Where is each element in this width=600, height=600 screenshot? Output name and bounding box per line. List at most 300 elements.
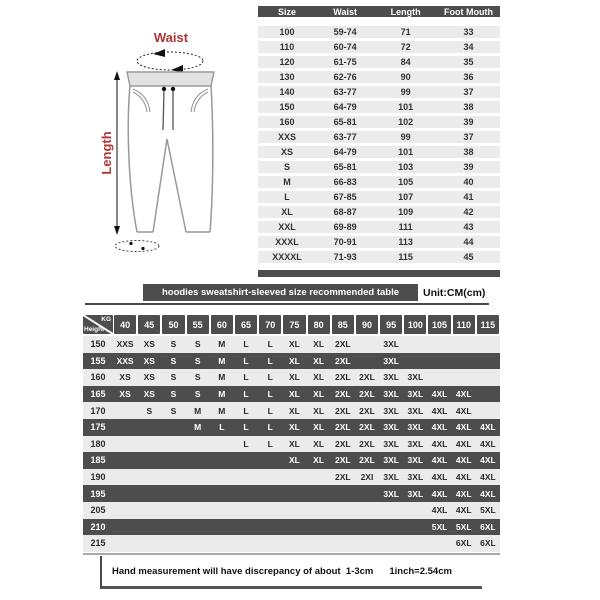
size-cell xyxy=(258,502,282,519)
size-cell: 2XL xyxy=(334,339,351,350)
table-cell: 107 xyxy=(398,192,414,202)
table-row xyxy=(258,26,500,38)
size-cell xyxy=(282,519,306,536)
table-row xyxy=(258,116,500,128)
size-cell xyxy=(355,336,379,353)
table-cell: XXXL xyxy=(275,237,299,247)
size-cell: 3XL xyxy=(383,455,399,466)
weight-header-cell: 110 xyxy=(453,315,475,334)
arrow-up-icon xyxy=(114,71,120,80)
size-cell: 3XL xyxy=(383,355,399,366)
size-cell xyxy=(113,436,137,453)
size-cell: XL xyxy=(288,372,300,383)
size-cell: 3XL xyxy=(383,488,399,499)
size-cell xyxy=(161,419,185,436)
height-cell: 160 xyxy=(90,372,106,383)
size-cell: 4XL xyxy=(431,405,448,416)
size-cell: 4XL xyxy=(455,472,472,483)
size-cell xyxy=(161,535,185,552)
size-cell: XL xyxy=(288,405,300,416)
size-cell xyxy=(210,485,234,502)
footnote-text: Hand measurement will have discrepancy of about 1-3cm xyxy=(112,565,374,577)
size-cell: XL xyxy=(313,405,325,416)
height-cell: 175 xyxy=(90,422,106,433)
size-cell: XS xyxy=(119,389,131,400)
weight-header-cell: 45 xyxy=(138,315,160,334)
right-pocket xyxy=(191,89,208,112)
table-cell: 100 xyxy=(279,27,295,37)
waist-arrow-icon xyxy=(153,49,165,57)
unit-label: Unit:CM(cm) xyxy=(423,287,486,299)
table-cell: 64-79 xyxy=(333,147,357,157)
size-cell: 2XL xyxy=(334,372,351,383)
size-cell xyxy=(186,469,210,486)
table-cell: 44 xyxy=(463,237,474,247)
matrix-row xyxy=(83,353,500,370)
drawstring-dot xyxy=(162,87,166,91)
height-cell: 215 xyxy=(90,538,106,549)
size-cell: 2XL xyxy=(359,438,375,449)
height-cell: 210 xyxy=(90,521,106,532)
table-cell: 99 xyxy=(400,132,411,142)
height-cell: 205 xyxy=(90,505,106,516)
size-cell: M xyxy=(218,339,226,350)
foot-arrow-icon xyxy=(129,242,132,245)
size-cell: 4XL xyxy=(455,488,472,499)
size-cell xyxy=(403,353,427,370)
matrix-row xyxy=(83,369,500,386)
size-cell xyxy=(427,369,451,386)
foot-mouth-ellipse xyxy=(115,241,159,252)
table-cell: 63-77 xyxy=(333,132,357,142)
corner-height-label: Height xyxy=(84,326,105,333)
size-cell: 3XL xyxy=(383,405,399,416)
size-cell xyxy=(258,519,282,536)
size-cell xyxy=(282,502,306,519)
size-cell xyxy=(234,519,258,536)
table-cell: 103 xyxy=(398,162,414,172)
table-cell: 101 xyxy=(398,102,414,112)
size-cell xyxy=(331,502,355,519)
size-cell xyxy=(161,452,185,469)
size-cell xyxy=(137,452,161,469)
size-cell: 2XL xyxy=(359,372,375,383)
size-cell: 4XL xyxy=(480,422,496,433)
size-cell: XS xyxy=(143,372,155,383)
table-cell: 39 xyxy=(463,117,474,127)
size-cell xyxy=(403,535,427,552)
size-cell xyxy=(403,502,427,519)
matrix-bottom-line xyxy=(83,553,500,555)
size-cell: 3XL xyxy=(383,438,399,449)
size-cell: 2XL xyxy=(334,405,351,416)
size-cell: XL xyxy=(288,422,300,433)
size-cell: 4XL xyxy=(480,488,496,499)
table-cell: 84 xyxy=(400,57,411,67)
size-cell: 2XI xyxy=(360,472,374,483)
size-cell xyxy=(355,485,379,502)
weight-header-cell: 90 xyxy=(356,315,378,334)
matrix-row xyxy=(83,519,500,536)
size-cell: 4XL xyxy=(455,455,472,466)
foot-arrow-icon xyxy=(141,247,144,250)
weight-header-cell: 50 xyxy=(162,315,184,334)
table-row xyxy=(258,176,500,188)
table-cell: 37 xyxy=(463,132,474,142)
table-cell: 34 xyxy=(463,42,474,52)
size-cell xyxy=(476,402,500,419)
size-cell: XL xyxy=(313,438,325,449)
size-cell: 2XL xyxy=(334,455,351,466)
table-row xyxy=(258,191,500,203)
table-cell: 36 xyxy=(463,72,474,82)
table-cell: 101 xyxy=(398,147,414,157)
size-cell: 5XL xyxy=(455,521,472,532)
size-cell: 4XL xyxy=(455,405,472,416)
weight-header-cell: 65 xyxy=(235,315,257,334)
size-cell: XL xyxy=(313,389,325,400)
size-cell: XL xyxy=(288,455,300,466)
size-cell xyxy=(379,519,403,536)
table-cell: 68-87 xyxy=(333,207,357,217)
size-cell: 4XL xyxy=(455,505,472,516)
size-cell: L xyxy=(243,339,249,350)
matrix-body xyxy=(83,336,500,552)
size-cell xyxy=(137,469,161,486)
table-cell: 37 xyxy=(463,87,474,97)
size-cell: L xyxy=(267,339,273,350)
weight-header-cell: 40 xyxy=(114,315,136,334)
size-cell xyxy=(379,535,403,552)
size-cell xyxy=(137,419,161,436)
size-cell xyxy=(113,419,137,436)
size-cell: L xyxy=(267,405,273,416)
size-cell xyxy=(427,353,451,370)
table-cell: 39 xyxy=(463,162,474,172)
size-cell: XS xyxy=(143,339,155,350)
pants-outline xyxy=(128,86,213,232)
size-cell xyxy=(452,353,476,370)
drawstring-dot xyxy=(171,87,175,91)
size-cell: 2XL xyxy=(359,455,375,466)
size-cell: XL xyxy=(313,455,325,466)
size-cell: L xyxy=(267,389,273,400)
size-cell: L xyxy=(243,438,249,449)
size-cell xyxy=(113,519,137,536)
size-cell xyxy=(186,535,210,552)
size-cell: XL xyxy=(288,339,300,350)
size-cell: 3XL xyxy=(383,422,399,433)
length-label: Length xyxy=(99,131,114,175)
size-cell: 3XL xyxy=(407,405,424,416)
size-cell: XL xyxy=(313,372,325,383)
column-header: Size xyxy=(278,6,297,17)
height-cell: 195 xyxy=(90,488,106,499)
size-cell xyxy=(113,452,137,469)
matrix-row xyxy=(83,386,500,403)
table-cell: 63-77 xyxy=(333,87,357,97)
size-cell xyxy=(355,535,379,552)
size-cell: 4XL xyxy=(431,438,448,449)
height-cell: 190 xyxy=(90,472,106,483)
table-cell: 110 xyxy=(279,42,295,52)
table-cell: 99 xyxy=(400,87,411,97)
size-cell: 4XL xyxy=(480,438,496,449)
size-cell: XXS xyxy=(116,339,134,350)
arrow-down-icon xyxy=(114,226,120,235)
table-cell: L xyxy=(284,192,290,202)
size-cell: 6XL xyxy=(480,538,496,549)
size-cell: M xyxy=(218,372,226,383)
column-header: Length xyxy=(390,6,421,17)
table-cell: XXXXL xyxy=(272,252,302,262)
size-cell: XS xyxy=(143,355,155,366)
size-cell: L xyxy=(243,389,249,400)
table-cell: XL xyxy=(281,207,293,217)
size-cell: 2XL xyxy=(334,355,351,366)
size-cell: S xyxy=(170,405,177,416)
size-cell xyxy=(234,452,258,469)
size-cell: 4XL xyxy=(431,472,448,483)
size-cell: S xyxy=(146,405,153,416)
size-cell: S xyxy=(194,355,201,366)
size-cell xyxy=(234,502,258,519)
table-footer-bar xyxy=(258,270,500,277)
column-header: Foot Mouth xyxy=(444,6,493,17)
table-cell: 61-75 xyxy=(333,57,357,67)
banner-title: hoodies sweatshirt-sleeved size recommended table xyxy=(143,284,418,301)
size-cell: 2XL xyxy=(334,422,351,433)
table-cell: XXL xyxy=(278,222,296,232)
table-cell: 67-85 xyxy=(333,192,357,202)
size-cell xyxy=(113,402,137,419)
table-cell: 35 xyxy=(463,57,474,67)
size-cell xyxy=(210,469,234,486)
corner-kg-label: KG xyxy=(101,316,111,323)
size-cell: 2XL xyxy=(359,422,375,433)
table-cell: 150 xyxy=(279,102,295,112)
size-cell: 3XL xyxy=(407,438,424,449)
size-cell xyxy=(427,336,451,353)
size-cell: XL xyxy=(288,438,300,449)
size-cell: 2XL xyxy=(334,389,351,400)
table-cell: 33 xyxy=(463,27,474,37)
size-cell: S xyxy=(194,389,201,400)
size-cell xyxy=(210,436,234,453)
size-cell: L xyxy=(267,372,273,383)
size-cell: 3XL xyxy=(383,372,399,383)
weight-header-cell: 55 xyxy=(187,315,209,334)
weight-header-cell: 80 xyxy=(308,315,330,334)
size-cell: L xyxy=(243,355,249,366)
table-cell: M xyxy=(283,177,291,187)
size-cell xyxy=(234,485,258,502)
height-cell: 170 xyxy=(90,405,106,416)
table-cell: 160 xyxy=(279,117,295,127)
size-cell: 4XL xyxy=(431,488,448,499)
size-cell xyxy=(403,336,427,353)
divider-line xyxy=(85,303,489,305)
matrix-row xyxy=(83,419,500,436)
matrix-row xyxy=(83,485,500,502)
size-cell xyxy=(282,535,306,552)
table-row xyxy=(258,86,500,98)
height-cell: 180 xyxy=(90,438,106,449)
size-cell xyxy=(161,436,185,453)
size-cell xyxy=(258,485,282,502)
table-cell: XXS xyxy=(278,132,297,142)
size-cell xyxy=(258,535,282,552)
weight-header-cell: 115 xyxy=(477,315,499,334)
size-cell: 4XL xyxy=(455,389,472,400)
table-cell: 113 xyxy=(398,237,413,247)
table-cell: 42 xyxy=(463,207,474,217)
size-cell: 6XL xyxy=(455,538,472,549)
size-cell xyxy=(137,436,161,453)
table-cell: 64-79 xyxy=(333,102,357,112)
size-cell: XL xyxy=(288,389,300,400)
height-cell: 165 xyxy=(90,389,106,400)
table-cell: 105 xyxy=(398,177,414,187)
table-cell: 38 xyxy=(463,147,474,157)
size-cell xyxy=(307,502,331,519)
matrix-row xyxy=(83,502,500,519)
table-cell: 71 xyxy=(400,27,411,37)
size-cell xyxy=(186,519,210,536)
waist-label: Waist xyxy=(153,30,189,45)
matrix-row xyxy=(83,469,500,486)
size-cell xyxy=(307,469,331,486)
size-cell xyxy=(161,502,185,519)
size-cell: 3XL xyxy=(407,488,424,499)
size-cell: 2XL xyxy=(334,472,351,483)
size-cell xyxy=(210,502,234,519)
size-cell xyxy=(331,535,355,552)
footnote-conversion: 1inch=2.54cm xyxy=(389,565,452,577)
table-cell: XS xyxy=(281,147,294,157)
size-cell: 4XL xyxy=(480,472,496,483)
table-row xyxy=(258,131,500,143)
size-cell: M xyxy=(218,405,226,416)
size-cell xyxy=(113,502,137,519)
size-cell xyxy=(161,469,185,486)
table-row xyxy=(258,161,500,173)
table-cell: 62-76 xyxy=(333,72,357,82)
matrix-header-row xyxy=(83,315,500,334)
matrix-row xyxy=(83,452,500,469)
size-cell: L xyxy=(243,405,249,416)
size-cell xyxy=(137,502,161,519)
size-cell: XS xyxy=(119,372,131,383)
table-cell: 38 xyxy=(463,102,474,112)
table-cell: 71-93 xyxy=(333,252,357,262)
drawstring xyxy=(163,91,164,130)
size-cell xyxy=(355,353,379,370)
size-cell: S xyxy=(170,372,177,383)
size-cell: 3XL xyxy=(383,339,399,350)
height-cell: 185 xyxy=(90,455,106,466)
table-cell: 72 xyxy=(400,42,411,52)
size-cell: XL xyxy=(313,355,325,366)
weight-header-cell: 100 xyxy=(404,315,426,334)
table-cell: 90 xyxy=(400,72,411,82)
size-cell xyxy=(186,485,210,502)
size-cell xyxy=(307,519,331,536)
size-cell: L xyxy=(219,422,225,433)
size-cell xyxy=(476,386,500,403)
size-cell: S xyxy=(170,355,177,366)
size-cell xyxy=(452,336,476,353)
size-cell: 3XL xyxy=(383,389,399,400)
table-cell: 111 xyxy=(398,222,413,232)
size-cell xyxy=(161,519,185,536)
size-cell: L xyxy=(267,355,273,366)
size-cell: 4XL xyxy=(480,455,496,466)
size-cell xyxy=(379,502,403,519)
size-cell: L xyxy=(267,422,273,433)
size-cell: S xyxy=(170,389,177,400)
height-cell: 155 xyxy=(90,355,106,366)
table-cell: 60-74 xyxy=(333,42,357,52)
table-row xyxy=(258,101,500,113)
size-cell xyxy=(476,369,500,386)
size-cell: 2XL xyxy=(334,438,351,449)
size-cell xyxy=(137,535,161,552)
column-header: Waist xyxy=(333,6,357,17)
size-cell xyxy=(113,535,137,552)
size-cell: L xyxy=(267,438,273,449)
size-cell: 4XL xyxy=(431,389,448,400)
matrix-corner-cell xyxy=(83,315,113,334)
table-cell: 45 xyxy=(463,252,474,262)
size-cell: L xyxy=(243,372,249,383)
size-table-body xyxy=(258,26,500,263)
size-cell: 4XL xyxy=(455,422,472,433)
size-cell xyxy=(186,502,210,519)
size-cell xyxy=(307,485,331,502)
table-row xyxy=(258,206,500,218)
size-cell: 5XL xyxy=(480,505,496,516)
table-cell: S xyxy=(284,162,291,172)
size-cell: XL xyxy=(288,355,300,366)
table-cell: 115 xyxy=(398,252,413,262)
table-cell: 102 xyxy=(398,117,414,127)
size-table-header-row xyxy=(258,6,500,17)
size-cell xyxy=(355,502,379,519)
matrix-row xyxy=(83,336,500,353)
size-cell xyxy=(427,535,451,552)
table-cell: 130 xyxy=(279,72,295,82)
table-cell: 40 xyxy=(463,177,474,187)
size-cell xyxy=(113,485,137,502)
height-cell: 150 xyxy=(90,339,106,350)
matrix-row xyxy=(83,402,500,419)
size-cell xyxy=(355,519,379,536)
table-cell: 59-74 xyxy=(333,27,357,37)
table-cell: 69-89 xyxy=(333,222,357,232)
pants-illustration xyxy=(75,25,255,260)
pants-size-table xyxy=(258,6,500,277)
table-cell: 109 xyxy=(398,207,414,217)
weight-header-cell: 85 xyxy=(332,315,354,334)
size-cell xyxy=(137,519,161,536)
weight-header-cell: 60 xyxy=(211,315,233,334)
size-cell xyxy=(331,485,355,502)
table-row xyxy=(258,71,500,83)
waist-measure-ellipse xyxy=(137,52,203,70)
pants-waistband xyxy=(127,72,214,86)
size-cell: 2XL xyxy=(359,389,375,400)
